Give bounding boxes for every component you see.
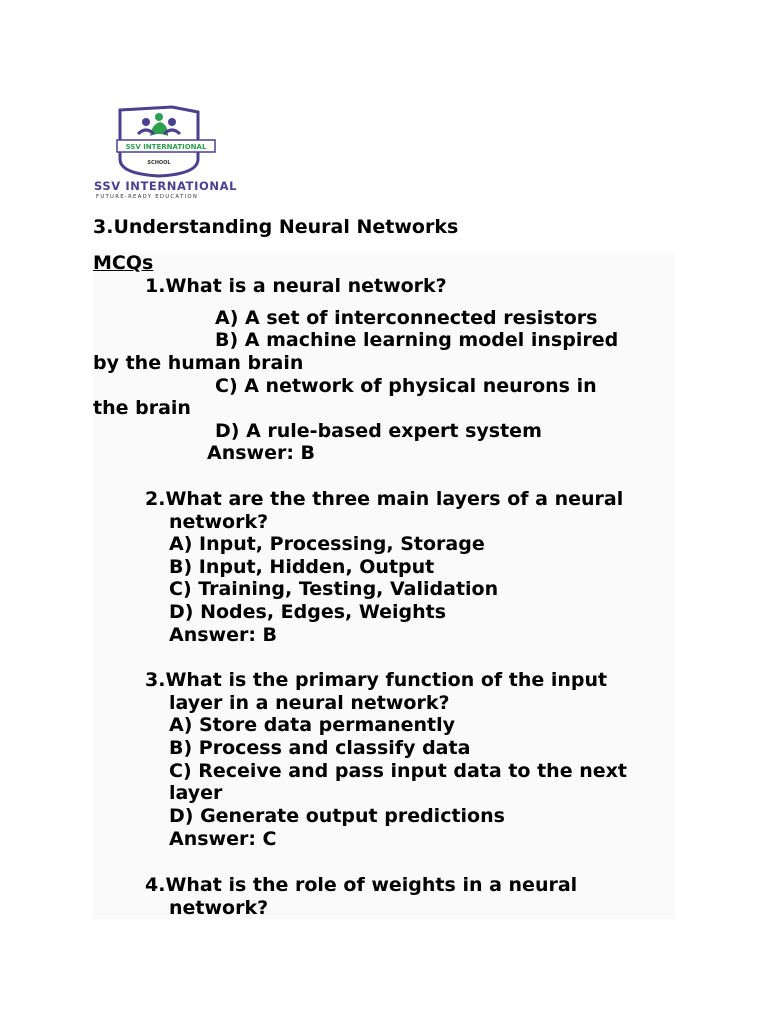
question-1-option-b: B) A machine learning model inspired [215,329,619,351]
question-1-option-a: A) A set of interconnected resistors [215,307,598,329]
question-3-text-cont: layer in a neural network? [169,692,450,714]
question-2-option-d: D) Nodes, Edges, Weights [169,601,447,623]
question-3-option-b: B) Process and classify data [169,737,471,759]
question-4-text: 4.What is the role of weights in a neural [145,874,578,896]
question-1-text: 1.What is a neural network? [145,275,447,297]
section-heading: MCQs [93,252,154,274]
question-2-option-b: B) Input, Hidden, Output [169,556,435,578]
question-1-option-c-cont: the brain [93,397,191,419]
question-2-text: 2.What are the three main layers of a neural [145,488,624,510]
question-2-option-a: A) Input, Processing, Storage [169,533,485,555]
figure-right-icon [168,118,176,126]
question-3-option-c: C) Receive and pass input data to the next [169,760,627,782]
question-3-option-a: A) Store data permanently [169,714,456,736]
logo-tagline: FUTURE-READY EDUCATION [96,194,199,200]
question-3-answer: Answer: C [169,828,277,850]
question-4-text-cont: network? [169,897,269,919]
question-1-option-b-cont: by the human brain [93,352,304,374]
question-1-answer: Answer: B [207,442,316,464]
logo-name: SSV INTERNATIONAL [94,179,237,193]
figure-center-icon [155,113,163,121]
question-2-text-cont: network? [169,511,269,533]
badge-name: SSV INTERNATIONAL [125,143,207,151]
question-1-option-c: C) A network of physical neurons in [215,375,597,397]
question-1-option-d: D) A rule-based expert system [215,420,542,442]
badge-school: SCHOOL [147,160,171,166]
question-2-answer: Answer: B [169,624,278,646]
figure-left-icon [142,118,150,126]
question-3-option-d: D) Generate output predictions [169,805,505,827]
document-title: 3.Understanding Neural Networks [93,216,459,238]
question-2-option-c: C) Training, Testing, Validation [169,578,499,600]
question-3-text: 3.What is the primary function of the input [145,669,608,691]
question-3-option-c-cont: layer [169,782,223,804]
